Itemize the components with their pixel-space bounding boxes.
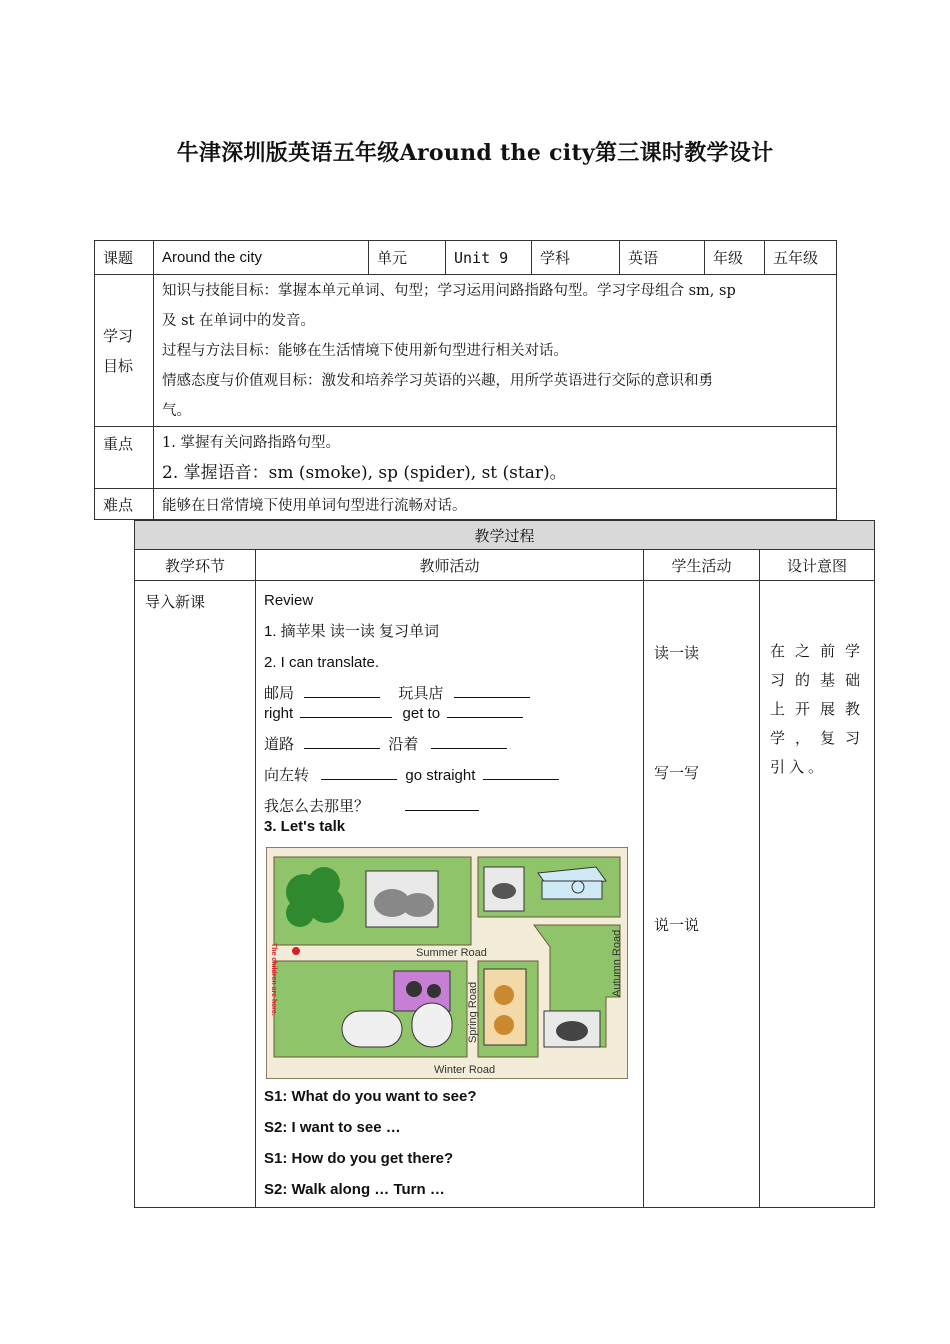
student-activity-read: 读一读 bbox=[654, 644, 700, 662]
objectives-label-line-2: 目标 bbox=[103, 356, 134, 375]
translate-word-go-straight: go straight bbox=[405, 767, 476, 784]
col-student-header: 学生活动 bbox=[644, 550, 760, 581]
student-activity-cell bbox=[644, 581, 760, 1208]
translate-word-post-office: 邮局 bbox=[264, 685, 295, 702]
step-3: 3. Let's talk bbox=[264, 818, 346, 835]
design-intent-text: 在之前学习的基础上开展教学，复习引入。 bbox=[770, 642, 865, 776]
summer-road-label: Summer Road bbox=[416, 947, 487, 959]
difficulty-label: 难点 bbox=[95, 489, 154, 520]
teacher-activity-cell bbox=[256, 581, 644, 1208]
objective-knowledge-line-1: 知识与技能目标：掌握本单元单词、句型；学习运用问路指路句型。学习字母组合 sm, sp bbox=[162, 282, 736, 299]
grade-value: 五年级 bbox=[765, 241, 837, 275]
unit-label: 单元 bbox=[369, 241, 446, 275]
answer-blank[interactable] bbox=[321, 767, 397, 780]
translate-sentence-how-get-there: 我怎么去那里？ bbox=[264, 798, 370, 815]
student-activity-speak: 说一说 bbox=[654, 916, 700, 934]
dialog-line-4: S2: Walk along … Turn … bbox=[264, 1181, 445, 1198]
translate-row-2 bbox=[264, 704, 635, 724]
objective-knowledge-line-2: 及 st 在单词中的发音。 bbox=[162, 312, 315, 329]
difficulty-value: 能够在日常情境下使用单词句型进行流畅对话。 bbox=[154, 489, 837, 520]
key-point-1: 1. 掌握有关问路指路句型。 bbox=[162, 434, 340, 451]
objectives-content bbox=[154, 275, 837, 427]
page-title: 牛津深圳版英语五年级Around the city第三课时教学设计 bbox=[176, 140, 774, 166]
translate-row-3 bbox=[264, 735, 635, 755]
translate-word-along: 沿着 bbox=[388, 736, 419, 753]
subject-label: 学科 bbox=[532, 241, 620, 275]
objectives-label-line-1: 学习 bbox=[103, 326, 134, 345]
key-points-content bbox=[154, 427, 837, 489]
answer-blank[interactable] bbox=[304, 736, 380, 749]
translate-row-1 bbox=[264, 684, 635, 704]
translate-row-5 bbox=[264, 797, 635, 817]
step-1: 1. 摘苹果 读一读 复习单词 bbox=[264, 623, 440, 640]
objective-attitude-line-2: 气。 bbox=[162, 402, 191, 419]
answer-blank[interactable] bbox=[304, 685, 380, 698]
answer-blank[interactable] bbox=[431, 736, 507, 749]
student-activity-write: 写一写 bbox=[654, 764, 700, 782]
answer-blank[interactable] bbox=[447, 705, 523, 718]
grade-label: 年级 bbox=[705, 241, 765, 275]
key-point-2: 2. 掌握语音：sm (smoke), sp (spider), st (star)。 bbox=[162, 462, 567, 483]
translate-row-4 bbox=[264, 766, 635, 786]
spring-road-label: Spring Road bbox=[467, 981, 479, 1043]
objective-attitude-line-1: 情感态度与价值观目标：激发和培养学习英语的兴趣，用所学英语进行交际的意识和勇 bbox=[162, 372, 713, 389]
review-label: Review bbox=[264, 592, 314, 609]
autumn-road-label: Autumn Road bbox=[611, 929, 623, 997]
teaching-process-table bbox=[134, 520, 875, 1208]
lesson-info-table bbox=[94, 240, 837, 520]
objective-process: 过程与方法目标：能够在生活情境下使用新句型进行相关对话。 bbox=[162, 342, 568, 359]
col-stage-header: 教学环节 bbox=[135, 550, 256, 581]
winter-road-label: Winter Road bbox=[434, 1064, 496, 1076]
unit-value: Unit 9 bbox=[446, 241, 532, 275]
step-2: 2. I can translate. bbox=[264, 654, 380, 671]
lesson-label: 课题 bbox=[95, 241, 154, 275]
dialog-line-1: S1: What do you want to see? bbox=[264, 1088, 477, 1105]
dialog-line-3: S1: How do you get there? bbox=[264, 1150, 454, 1167]
lesson-value: Around the city bbox=[154, 241, 369, 275]
answer-blank[interactable] bbox=[454, 685, 530, 698]
answer-blank[interactable] bbox=[405, 798, 479, 811]
zoo-map bbox=[266, 847, 628, 1079]
translate-word-road: 道路 bbox=[264, 736, 295, 753]
children-note-label: The children are here. bbox=[270, 943, 277, 1016]
objectives-label bbox=[95, 275, 154, 427]
start-marker bbox=[292, 947, 300, 955]
translate-word-turn-left: 向左转 bbox=[264, 767, 310, 784]
dialog-line-2: S2: I want to see … bbox=[264, 1119, 401, 1136]
design-intent-cell bbox=[760, 581, 875, 1208]
col-teacher-header: 教师活动 bbox=[256, 550, 644, 581]
stage-cell: 导入新课 bbox=[135, 581, 256, 1208]
answer-blank[interactable] bbox=[300, 705, 392, 718]
translate-word-toy-shop: 玩具店 bbox=[398, 685, 444, 702]
translate-word-right: right bbox=[264, 705, 294, 722]
key-points-label: 重点 bbox=[95, 427, 154, 489]
answer-blank[interactable] bbox=[483, 767, 559, 780]
process-header: 教学过程 bbox=[135, 521, 875, 550]
subject-value: 英语 bbox=[620, 241, 705, 275]
translate-word-get-to: get to bbox=[402, 705, 441, 722]
col-intent-header: 设计意图 bbox=[760, 550, 875, 581]
